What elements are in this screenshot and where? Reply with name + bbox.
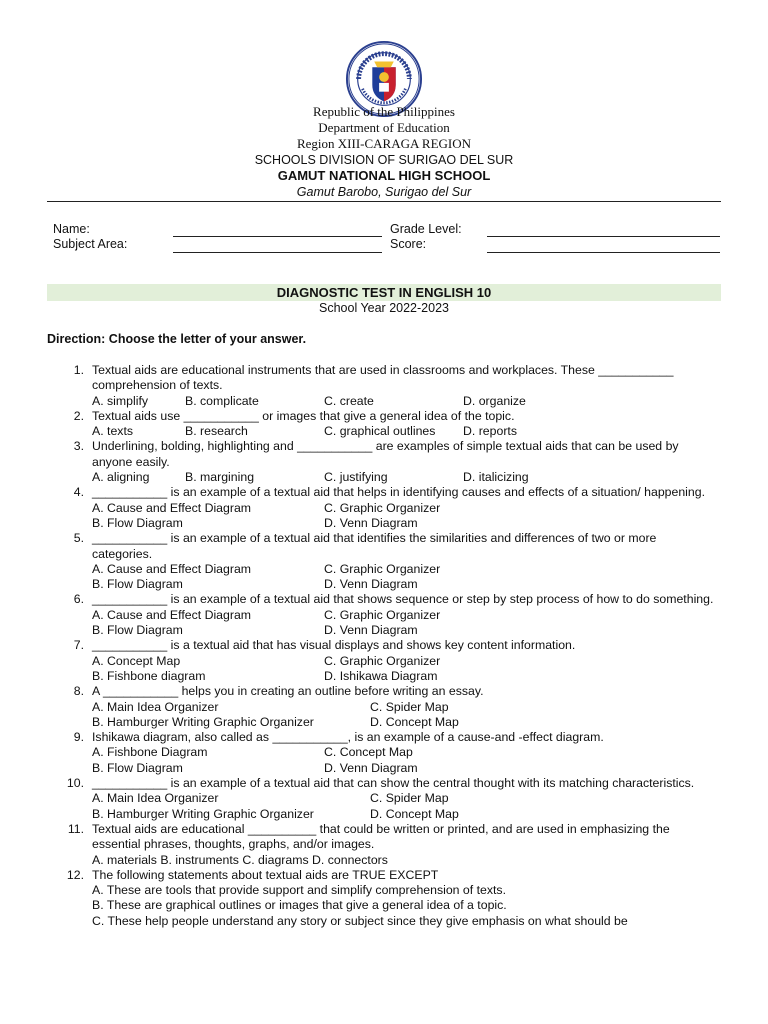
options-row	[92, 424, 718, 439]
question-number: 6.	[73, 592, 84, 607]
options-row	[92, 761, 718, 776]
option-b[interactable]: B. Hamburger Writing Graphic Organizer	[92, 806, 314, 821]
question-item	[0, 730, 718, 776]
direction-text: Direction: Choose the letter of your answer.	[47, 332, 307, 346]
options-row	[92, 394, 718, 409]
options-row	[92, 562, 718, 577]
question-text: ___________ is an example of a textual aid that shows sequence or step by step process of how to do something.	[92, 592, 714, 607]
question-text: ___________ is an example of a textual aid that helps in identifying causes and effects of a situation/ happening.	[92, 485, 706, 500]
question-item	[0, 409, 718, 440]
options-row	[92, 470, 718, 485]
name-label: Name:	[53, 222, 90, 236]
options-row	[92, 745, 718, 760]
question-item	[0, 485, 718, 531]
options-row	[92, 577, 718, 592]
option-d[interactable]: D. Venn Diagram	[324, 623, 418, 638]
options-row	[92, 501, 718, 516]
question-item	[0, 363, 718, 409]
question-number: 9.	[73, 730, 84, 745]
question-text: A ___________ helps you in creating an outline before writing an essay.	[92, 684, 484, 699]
option-d[interactable]: D. organize	[463, 393, 526, 408]
option-c[interactable]: C. create	[324, 393, 374, 408]
option-b[interactable]: B. research	[185, 424, 248, 439]
school-year: School Year 2022-2023	[319, 301, 449, 315]
options-row	[92, 700, 718, 715]
option-a[interactable]: A. Cause and Effect Diagram	[92, 607, 252, 622]
options-row[interactable]: A. materials B. instruments C. diagrams D. connectors	[92, 852, 388, 867]
option-a[interactable]: A. simplify	[92, 393, 149, 408]
question-number: 4.	[73, 485, 84, 500]
question-item	[0, 531, 718, 592]
question-text: Textual aids are educational instruments that are used in classrooms and workplaces. These ___________ comprehension of texts.	[92, 363, 674, 393]
question-number: 2.	[73, 408, 84, 423]
question-item	[0, 776, 718, 822]
question-number: 3.	[73, 439, 84, 454]
option-a[interactable]: A. aligning	[92, 470, 150, 485]
options-row	[92, 807, 718, 822]
question-text: ___________ is an example of a textual aid that can show the central thought with its matching characteristics.	[92, 776, 695, 791]
options-row	[92, 791, 718, 806]
options-row	[92, 669, 718, 684]
option-a[interactable]: A. texts	[92, 424, 134, 439]
region-line: Region XIII-CARAGA REGION	[296, 136, 472, 151]
test-title: DIAGNOSTIC TEST IN ENGLISH 10	[276, 285, 492, 300]
question-number: 12.	[66, 867, 84, 882]
question-number: 10.	[66, 776, 84, 791]
question-text: ___________ is a textual aid that has visual displays and shows key content information.	[92, 638, 576, 653]
question-item	[0, 868, 718, 929]
question-item	[0, 684, 718, 730]
question-item	[0, 439, 718, 485]
option-c[interactable]: C. justifying	[324, 470, 388, 485]
option-c[interactable]: C. graphical outlines	[324, 424, 436, 439]
question-text: Textual aids use ___________ or images that give a general idea of the topic.	[92, 408, 515, 423]
school-name: GAMUT NATIONAL HIGH SCHOOL	[277, 168, 491, 183]
question-item	[0, 592, 718, 638]
option-d[interactable]: D. Venn Diagram	[324, 515, 418, 530]
header-divider	[47, 201, 721, 202]
option-a[interactable]: A. These are tools that provide support and simplify comprehension of texts.	[92, 883, 506, 898]
option-a[interactable]: A. Fishbone Diagram	[92, 745, 208, 760]
question-number: 5.	[73, 531, 84, 546]
question-item	[0, 638, 718, 684]
question-number: 8.	[73, 684, 84, 699]
question-text: The following statements about textual aids are TRUE EXCEPT	[92, 867, 439, 882]
option-d[interactable]: D. Concept Map	[370, 806, 459, 821]
option-a[interactable]: A. Cause and Effect Diagram	[92, 500, 252, 515]
option-b[interactable]: B. Flow Diagram	[92, 760, 183, 775]
options-row	[92, 608, 718, 623]
department-line: Department of Education	[318, 120, 450, 135]
option-d[interactable]: D. Concept Map	[370, 714, 459, 729]
option-d[interactable]: D. Venn Diagram	[324, 577, 418, 592]
question-text: Ishikawa diagram, also called as ___________, is an example of a cause-and -effect diagram.	[92, 730, 604, 745]
options-row	[92, 623, 718, 638]
option-c[interactable]: C. Spider Map	[370, 699, 449, 714]
grade-level-field[interactable]	[487, 236, 720, 237]
score-label: Score:	[390, 237, 427, 251]
option-c[interactable]: C. These help people understand any story or subject since they give emphasis on what should be	[92, 913, 628, 928]
option-c[interactable]: C. Graphic Organizer	[324, 561, 441, 576]
division-line: SCHOOLS DIVISION OF SURIGAO DEL SUR	[254, 153, 514, 167]
option-c[interactable]: C. Graphic Organizer	[324, 653, 441, 668]
subject-area-field[interactable]	[173, 252, 382, 253]
option-b[interactable]: B. These are graphical outlines or images that give a general idea of a topic.	[92, 898, 507, 913]
option-a[interactable]: A. Main Idea Organizer	[92, 791, 219, 806]
option-d[interactable]: D. Ishikawa Diagram	[324, 668, 438, 683]
option-c[interactable]: C. Spider Map	[370, 791, 449, 806]
question-item	[0, 822, 718, 868]
options-row	[92, 715, 718, 730]
question-number: 7.	[73, 638, 84, 653]
option-c[interactable]: C. Concept Map	[324, 745, 413, 760]
option-b[interactable]: B. Flow Diagram	[92, 623, 183, 638]
question-list	[0, 363, 768, 929]
option-b[interactable]: B. Flow Diagram	[92, 577, 183, 592]
option-d[interactable]: D. Venn Diagram	[324, 760, 418, 775]
question-text: Textual aids are educational __________ that could be written or printed, and are used in emphasizing the essential phrases, thoughts, graphs, and/or images.	[92, 821, 670, 852]
score-field[interactable]	[487, 252, 720, 253]
question-number: 11.	[67, 821, 84, 836]
question-text: ___________ is an example of a textual aid that identifies the similarities and differences of two or more categories.	[92, 531, 657, 561]
question-text: Underlining, bolding, highlighting and ___________ are examples of simple textual aids that can be used by anyone easily.	[92, 439, 679, 469]
option-b[interactable]: B. Hamburger Writing Graphic Organizer	[92, 714, 314, 729]
document-header	[0, 104, 768, 200]
question-number: 1.	[73, 363, 84, 377]
options-row	[92, 654, 718, 669]
option-a[interactable]: A. Cause and Effect Diagram	[92, 561, 252, 576]
options-row	[92, 516, 718, 531]
option-b[interactable]: B. complicate	[185, 393, 259, 408]
grade-level-label: Grade Level:	[390, 222, 462, 236]
option-c[interactable]: C. Graphic Organizer	[324, 500, 441, 515]
option-a[interactable]: A. Main Idea Organizer	[92, 699, 219, 714]
option-b[interactable]: B. margining	[185, 470, 255, 485]
name-field[interactable]	[173, 236, 382, 237]
option-c[interactable]: C. Graphic Organizer	[324, 607, 441, 622]
school-address: Gamut Barobo, Surigao del Sur	[296, 185, 472, 199]
option-a[interactable]: A. Concept Map	[92, 653, 181, 668]
option-d[interactable]: D. italicizing	[463, 470, 529, 485]
option-b[interactable]: B. Flow Diagram	[92, 515, 183, 530]
subject-area-label: Subject Area:	[53, 237, 128, 251]
option-d[interactable]: D. reports	[463, 424, 517, 439]
republic-line: Republic of the Philippines	[313, 104, 455, 119]
option-b[interactable]: B. Fishbone diagram	[92, 668, 206, 683]
